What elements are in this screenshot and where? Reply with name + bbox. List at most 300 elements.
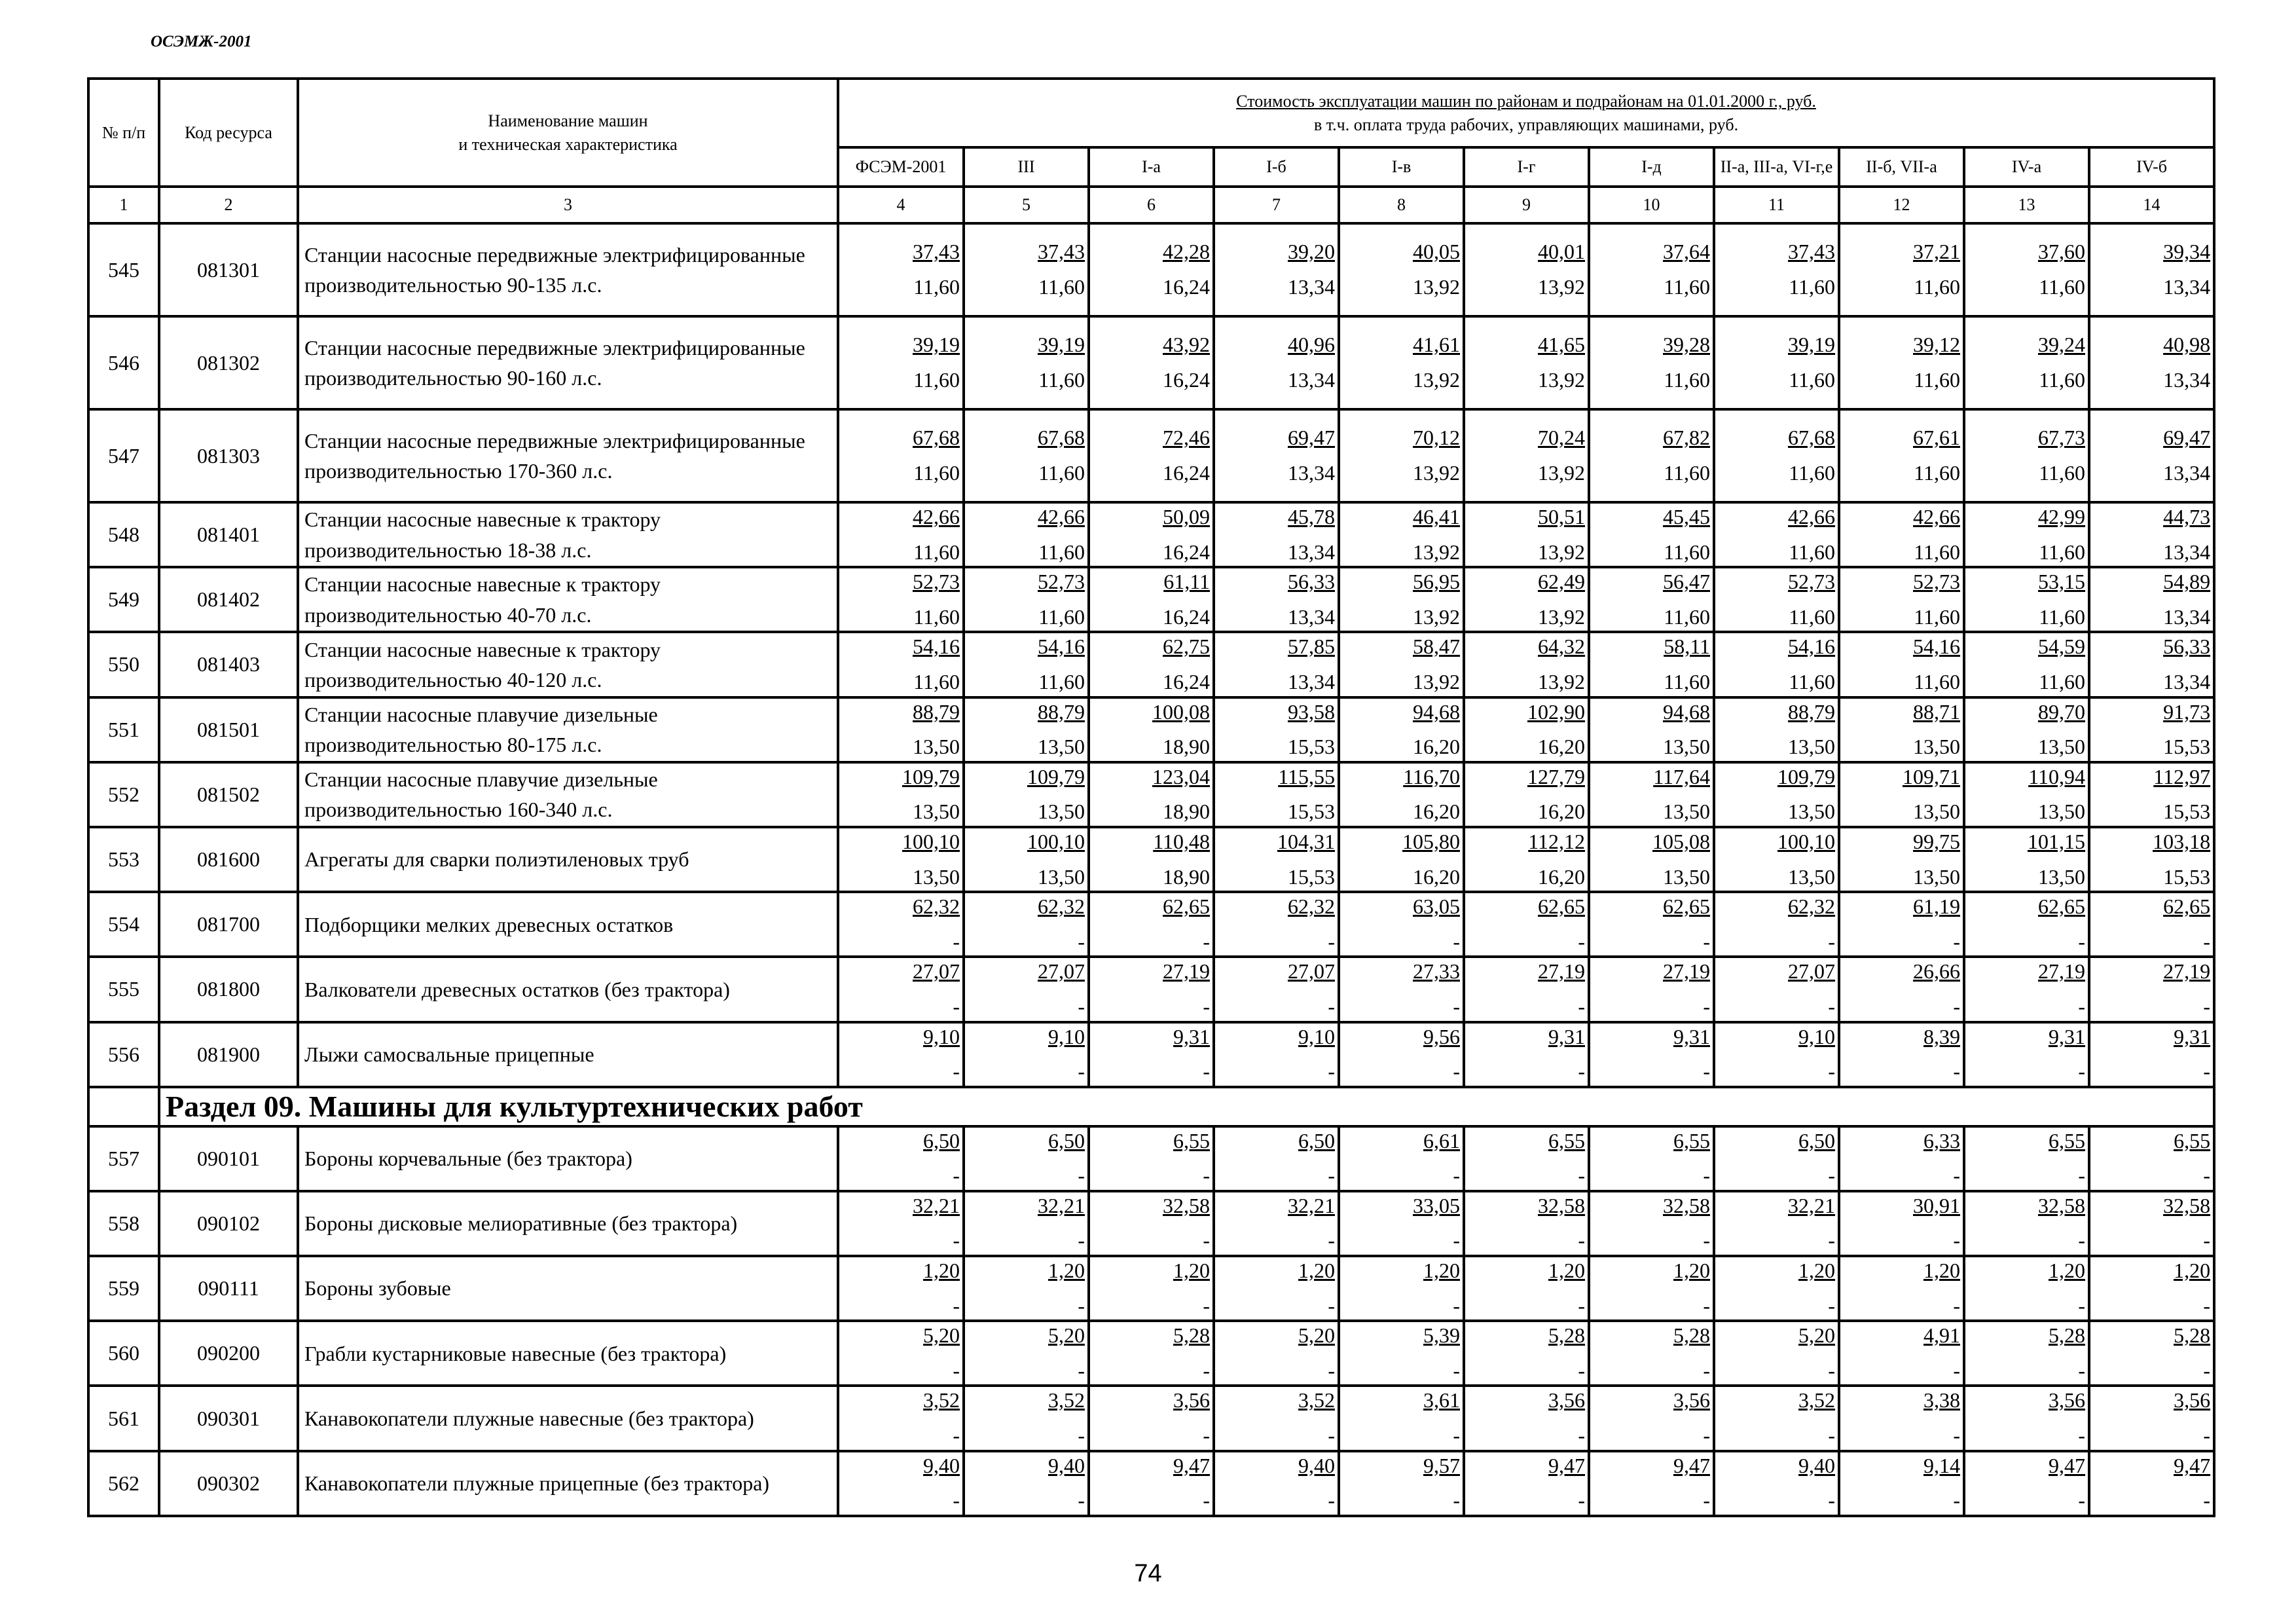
cost-cell <box>964 1451 1089 1516</box>
labor-cost: 13,50 <box>1788 800 1835 824</box>
labor-cost: 11,60 <box>1038 368 1085 392</box>
operating-cost: 5,28 <box>2174 1323 2211 1348</box>
table-body-section-09 <box>88 1126 2214 1516</box>
column-number-cell: 7 <box>1214 187 1339 223</box>
cost-cell <box>1339 409 1464 502</box>
row-number: 557 <box>88 1126 159 1191</box>
labor-cost: - <box>1953 994 1960 1018</box>
labor-cost: - <box>2203 1060 2211 1084</box>
document-code: ОСЭМЖ-2001 <box>151 33 252 50</box>
cost-cell <box>1214 502 1339 567</box>
operating-cost: 3,56 <box>2049 1388 2085 1412</box>
labor-cost: - <box>1328 994 1335 1018</box>
labor-cost: 13,50 <box>1663 864 1710 889</box>
labor-cost: 11,60 <box>1789 275 1835 299</box>
labor-cost: - <box>1953 1358 1960 1382</box>
operating-cost: 112,12 <box>1528 829 1585 853</box>
operating-cost: 27,07 <box>1288 959 1335 984</box>
cost-cell <box>1964 1256 2089 1321</box>
operating-cost: 42,66 <box>1788 505 1835 528</box>
labor-cost: 13,50 <box>913 735 960 759</box>
cost-cell <box>1464 1191 1589 1256</box>
operating-cost: 100,08 <box>1152 699 1210 724</box>
labor-cost: - <box>1078 1228 1085 1253</box>
cost-cell <box>1214 1256 1339 1321</box>
operating-cost: 100,10 <box>902 829 960 853</box>
labor-cost: 11,60 <box>1038 461 1085 485</box>
table-row <box>88 1451 2214 1516</box>
resource-code: 090301 <box>159 1386 298 1450</box>
column-number-cell: 14 <box>2089 187 2214 223</box>
cost-cell <box>2089 502 2214 567</box>
labor-cost: 11,60 <box>2039 461 2085 485</box>
labor-cost: - <box>1953 1424 1960 1448</box>
labor-cost: 13,34 <box>1288 604 1335 629</box>
row-number: 562 <box>88 1451 159 1516</box>
labor-cost: 11,60 <box>2039 669 2085 693</box>
cost-cell <box>964 1022 1089 1087</box>
cost-cell <box>1964 957 2089 1022</box>
labor-cost: - <box>1828 1228 1835 1253</box>
column-number-row <box>88 187 2214 223</box>
labor-cost: - <box>2203 1358 2211 1382</box>
cost-cell <box>1714 892 1839 957</box>
cost-cell <box>964 1321 1089 1386</box>
operating-cost: 56,33 <box>2163 635 2211 659</box>
resource-code: 081403 <box>159 632 298 697</box>
labor-cost: 11,60 <box>1914 275 1960 299</box>
labor-cost: - <box>1453 1164 1460 1188</box>
row-number: 552 <box>88 762 159 827</box>
operating-cost: 62,65 <box>2038 895 2085 919</box>
cost-cell <box>1589 957 1714 1022</box>
operating-cost: 1,20 <box>1673 1259 1710 1283</box>
labor-cost: 11,60 <box>1038 540 1085 564</box>
labor-cost: 16,20 <box>1413 735 1460 759</box>
labor-cost: 13,34 <box>2163 461 2211 485</box>
labor-cost: 13,92 <box>1538 461 1585 485</box>
labor-cost: 18,90 <box>1163 864 1210 889</box>
resource-code: 081600 <box>159 827 298 892</box>
cost-cell <box>1339 1022 1464 1087</box>
labor-cost: - <box>953 994 960 1018</box>
cost-cell <box>1214 1191 1339 1256</box>
operating-cost: 109,79 <box>1027 764 1085 788</box>
operating-cost: 9,14 <box>1923 1453 1960 1477</box>
cost-cell <box>1214 567 1339 632</box>
labor-cost: - <box>1328 1228 1335 1253</box>
col-header-name-line2: и техническая характеристика <box>458 134 678 154</box>
cost-cell <box>2089 1126 2214 1191</box>
operating-cost: 61,19 <box>1913 895 1960 919</box>
row-number: 561 <box>88 1386 159 1450</box>
labor-cost: - <box>1578 1424 1585 1448</box>
operating-cost: 6,55 <box>1548 1128 1585 1153</box>
cost-cell <box>1464 1126 1589 1191</box>
operating-cost: 103,18 <box>2153 829 2211 853</box>
operating-cost: 27,19 <box>1538 959 1585 984</box>
labor-cost: - <box>1828 1293 1835 1318</box>
cost-cell <box>1964 1386 2089 1450</box>
cost-cell <box>1714 223 1839 316</box>
labor-cost: 16,24 <box>1163 275 1210 299</box>
cost-cell <box>1089 1451 1214 1516</box>
labor-cost: - <box>1453 929 1460 953</box>
operating-cost: 37,43 <box>1788 240 1835 264</box>
labor-cost: - <box>2078 1293 2085 1318</box>
cost-cell <box>1839 762 1964 827</box>
cost-cell <box>1839 892 1964 957</box>
labor-cost: - <box>1078 1424 1085 1448</box>
operating-cost: 109,79 <box>1777 764 1835 788</box>
operating-cost: 46,41 <box>1413 505 1460 528</box>
cost-cell <box>1089 316 1214 409</box>
cost-cell <box>1839 1256 1964 1321</box>
operating-cost: 45,78 <box>1288 505 1335 528</box>
cost-cell <box>1214 1386 1339 1450</box>
cost-cell <box>1214 697 1339 762</box>
operating-cost: 9,47 <box>2049 1453 2085 1477</box>
labor-cost: - <box>1578 929 1585 953</box>
operating-cost: 1,20 <box>2049 1259 2085 1283</box>
machine-name: Станции насосные передвижные электрифицированные производительностью 170-360 л.с. <box>298 409 838 502</box>
machine-name: Канавокопатели плужные прицепные (без трактора) <box>298 1451 838 1516</box>
cost-cell <box>1589 567 1714 632</box>
operating-cost: 61,11 <box>1163 570 1210 594</box>
labor-cost: 13,92 <box>1413 461 1460 485</box>
table-row <box>88 697 2214 762</box>
labor-cost: - <box>2203 1293 2211 1318</box>
operating-cost: 3,56 <box>1673 1388 1710 1412</box>
labor-cost: - <box>953 1488 960 1513</box>
operating-cost: 62,65 <box>1663 895 1710 919</box>
labor-cost: - <box>1703 929 1710 953</box>
cost-cell <box>1464 1256 1589 1321</box>
operating-cost: 3,52 <box>1298 1388 1335 1412</box>
cost-cell <box>1089 697 1214 762</box>
operating-cost: 62,65 <box>1538 895 1585 919</box>
operating-cost: 94,68 <box>1413 699 1460 724</box>
operating-cost: 27,19 <box>2038 959 2085 984</box>
labor-cost: 13,92 <box>1413 604 1460 629</box>
operating-cost: 67,73 <box>2038 426 2085 450</box>
labor-cost: - <box>1828 1060 1835 1084</box>
operating-cost: 52,73 <box>1038 570 1085 594</box>
labor-cost: 13,50 <box>913 800 960 824</box>
operating-cost: 5,39 <box>1423 1323 1460 1348</box>
cost-cell <box>1589 316 1714 409</box>
cost-cell <box>2089 223 2214 316</box>
operating-cost: 32,58 <box>1663 1193 1710 1217</box>
cost-cell <box>1089 632 1214 697</box>
operating-cost: 37,43 <box>1038 240 1085 264</box>
table-row <box>88 502 2214 567</box>
operating-cost: 54,16 <box>913 635 960 659</box>
cost-cell <box>964 316 1089 409</box>
cost-cell <box>1964 762 2089 827</box>
operating-cost: 5,20 <box>1798 1323 1835 1348</box>
operating-cost: 67,68 <box>1038 426 1085 450</box>
labor-cost: 13,34 <box>2163 275 2211 299</box>
operating-cost: 117,64 <box>1653 764 1710 788</box>
labor-cost: 13,92 <box>1413 669 1460 693</box>
labor-cost: - <box>1203 1228 1210 1253</box>
operating-cost: 58,47 <box>1413 635 1460 659</box>
section-09-header <box>88 1087 2214 1126</box>
operating-cost: 1,20 <box>1173 1259 1210 1283</box>
labor-cost: 15,53 <box>1288 735 1335 759</box>
cost-cell <box>1339 567 1464 632</box>
resource-code: 090101 <box>159 1126 298 1191</box>
operating-cost: 1,20 <box>1048 1259 1085 1283</box>
machine-cost-table <box>87 77 2215 1517</box>
operating-cost: 37,43 <box>913 240 960 264</box>
operating-cost: 9,47 <box>1173 1453 1210 1477</box>
labor-cost: - <box>1078 929 1085 953</box>
column-number-cell: 11 <box>1714 187 1839 223</box>
cost-cell <box>1589 409 1714 502</box>
labor-cost: 15,53 <box>1288 864 1335 889</box>
labor-cost: - <box>1203 1358 1210 1382</box>
cost-cell <box>1089 762 1214 827</box>
operating-cost: 6,55 <box>2174 1128 2211 1153</box>
labor-cost: - <box>1203 1293 1210 1318</box>
labor-cost: - <box>2078 1488 2085 1513</box>
operating-cost: 26,66 <box>1913 959 1960 984</box>
cost-cell <box>1339 1451 1464 1516</box>
machine-name: Агрегаты для сварки полиэтиленовых труб <box>298 827 838 892</box>
operating-cost: 6,55 <box>2049 1128 2085 1153</box>
operating-cost: 54,16 <box>1038 635 1085 659</box>
labor-cost: - <box>1828 1164 1835 1188</box>
labor-cost: 13,34 <box>2163 604 2211 629</box>
cost-cell <box>1839 1022 1964 1087</box>
cost-cell <box>1589 1386 1714 1450</box>
labor-cost: 11,60 <box>1914 461 1960 485</box>
page-number: 74 <box>1134 1560 1162 1587</box>
cost-cell <box>1839 1451 1964 1516</box>
cost-cell <box>1964 632 2089 697</box>
col-header-code: Код ресурса <box>159 79 298 187</box>
labor-cost: - <box>953 1164 960 1188</box>
cost-cell <box>1964 316 2089 409</box>
table-row <box>88 1191 2214 1256</box>
labor-cost: 13,34 <box>1288 540 1335 564</box>
cost-cell <box>1589 1022 1714 1087</box>
table-row <box>88 827 2214 892</box>
section-title: Раздел 09. Машины для культуртехнических работ <box>159 1087 2214 1126</box>
cost-cell <box>1839 632 1964 697</box>
operating-cost: 93,58 <box>1288 699 1335 724</box>
operating-cost: 89,70 <box>2038 699 2085 724</box>
cost-cell <box>838 762 964 827</box>
operating-cost: 70,12 <box>1413 426 1460 450</box>
labor-cost: 13,50 <box>1663 800 1710 824</box>
resource-code: 081302 <box>159 316 298 409</box>
labor-cost: 13,50 <box>1913 735 1960 759</box>
cost-cell <box>2089 1386 2214 1450</box>
cost-cell <box>2089 957 2214 1022</box>
row-number: 550 <box>88 632 159 697</box>
cost-cell <box>1464 762 1589 827</box>
cost-cell <box>1839 316 1964 409</box>
cost-cell <box>1589 697 1714 762</box>
cost-cell <box>1339 957 1464 1022</box>
operating-cost: 6,50 <box>1048 1128 1085 1153</box>
cost-cell <box>1464 409 1589 502</box>
cost-cell <box>1714 1256 1839 1321</box>
cost-cell <box>1464 1321 1589 1386</box>
cost-cell <box>1089 827 1214 892</box>
operating-cost: 56,47 <box>1663 570 1710 594</box>
table-row <box>88 632 2214 697</box>
operating-cost: 88,71 <box>1913 699 1960 724</box>
cost-cell <box>1339 316 1464 409</box>
operating-cost: 123,04 <box>1152 764 1210 788</box>
cost-cell <box>1714 632 1839 697</box>
cost-cell <box>838 316 964 409</box>
operating-cost: 67,68 <box>913 426 960 450</box>
labor-cost: 11,60 <box>1789 540 1835 564</box>
operating-cost: 62,32 <box>1788 895 1835 919</box>
cost-cell <box>1714 409 1839 502</box>
labor-cost: - <box>1953 1164 1960 1188</box>
table-row <box>88 1126 2214 1191</box>
operating-cost: 110,48 <box>1153 829 1210 853</box>
region-header-cell: IV-б <box>2089 147 2214 187</box>
col-header-name-line1: Наименование машин <box>488 111 648 131</box>
table-row <box>88 957 2214 1022</box>
cost-cell <box>964 502 1089 567</box>
operating-cost: 27,33 <box>1413 959 1460 984</box>
operating-cost: 99,75 <box>1913 829 1960 853</box>
row-number: 554 <box>88 892 159 957</box>
machine-name: Грабли кустарниковые навесные (без трактора) <box>298 1321 838 1386</box>
cost-cell <box>964 567 1089 632</box>
operating-cost: 5,20 <box>1298 1323 1335 1348</box>
operating-cost: 9,57 <box>1423 1453 1460 1477</box>
cost-cell <box>1214 1451 1339 1516</box>
operating-cost: 9,10 <box>1798 1024 1835 1048</box>
operating-cost: 27,19 <box>2163 959 2211 984</box>
operating-cost: 9,10 <box>1048 1024 1085 1048</box>
cost-cell <box>1589 632 1714 697</box>
operating-cost: 9,47 <box>1548 1453 1585 1477</box>
operating-cost: 9,40 <box>1298 1453 1335 1477</box>
cost-cell <box>838 409 964 502</box>
row-number: 555 <box>88 957 159 1022</box>
operating-cost: 33,05 <box>1413 1193 1460 1217</box>
labor-cost: - <box>1828 1358 1835 1382</box>
labor-cost: 16,20 <box>1413 800 1460 824</box>
labor-cost: 13,50 <box>1788 735 1835 759</box>
operating-cost: 5,28 <box>2049 1323 2085 1348</box>
row-number: 553 <box>88 827 159 892</box>
operating-cost: 69,47 <box>1288 426 1335 450</box>
operating-cost: 57,85 <box>1288 635 1335 659</box>
labor-cost: 11,60 <box>1914 604 1960 629</box>
column-number-cell: 1 <box>88 187 159 223</box>
operating-cost: 9,40 <box>923 1453 960 1477</box>
operating-cost: 6,50 <box>1298 1128 1335 1153</box>
operating-cost: 3,52 <box>1798 1388 1835 1412</box>
operating-cost: 64,32 <box>1538 635 1585 659</box>
cost-cell <box>1964 223 2089 316</box>
operating-cost: 105,08 <box>1652 829 1710 853</box>
cost-cell <box>1964 1321 2089 1386</box>
operating-cost: 32,21 <box>1038 1193 1085 1217</box>
cost-cell <box>964 762 1089 827</box>
labor-cost: - <box>953 1424 960 1448</box>
operating-cost: 43,92 <box>1163 333 1210 357</box>
labor-cost: 11,60 <box>913 669 960 693</box>
region-header-cell: I-а <box>1089 147 1214 187</box>
operating-cost: 62,65 <box>2163 895 2211 919</box>
labor-cost: - <box>1703 1060 1710 1084</box>
labor-cost: - <box>2203 1164 2211 1188</box>
column-number-cell: 9 <box>1464 187 1589 223</box>
cost-cell <box>1089 1386 1214 1450</box>
operating-cost: 1,20 <box>2174 1259 2211 1283</box>
cost-cell <box>838 1022 964 1087</box>
cost-cell <box>838 567 964 632</box>
region-header-cell: I-г <box>1464 147 1589 187</box>
cost-cell <box>1964 1022 2089 1087</box>
cost-cell <box>1089 223 1214 316</box>
cost-cell <box>1339 502 1464 567</box>
labor-cost: - <box>1703 1358 1710 1382</box>
cost-cell <box>1464 1451 1589 1516</box>
labor-cost: 13,34 <box>1288 461 1335 485</box>
table-row <box>88 1256 2214 1321</box>
labor-cost: 15,53 <box>2163 864 2211 889</box>
labor-cost: - <box>1953 1293 1960 1318</box>
operating-cost: 27,07 <box>1038 959 1085 984</box>
cost-cell <box>1089 502 1214 567</box>
table-row <box>88 409 2214 502</box>
labor-cost: - <box>1203 994 1210 1018</box>
labor-cost: - <box>1578 1228 1585 1253</box>
machine-name: Станции насосные передвижные электрифицированные производительностью 90-160 л.с. <box>298 316 838 409</box>
resource-code: 090302 <box>159 1451 298 1516</box>
operating-cost: 88,79 <box>1038 699 1085 724</box>
labor-cost: - <box>1453 1488 1460 1513</box>
row-number: 548 <box>88 502 159 567</box>
operating-cost: 1,20 <box>1423 1259 1460 1283</box>
operating-cost: 39,19 <box>1788 333 1835 357</box>
column-number-cell: 3 <box>298 187 838 223</box>
operating-cost: 39,28 <box>1663 333 1710 357</box>
labor-cost: - <box>1578 994 1585 1018</box>
operating-cost: 6,50 <box>923 1128 960 1153</box>
operating-cost: 104,31 <box>1277 829 1335 853</box>
operating-cost: 37,60 <box>2038 240 2085 264</box>
table-row <box>88 316 2214 409</box>
labor-cost: - <box>1328 1358 1335 1382</box>
resource-code: 090200 <box>159 1321 298 1386</box>
labor-cost: - <box>953 1060 960 1084</box>
operating-cost: 67,82 <box>1663 426 1710 450</box>
labor-cost: - <box>1203 929 1210 953</box>
labor-cost: - <box>2078 929 2085 953</box>
cost-cell <box>1089 409 1214 502</box>
row-number: 560 <box>88 1321 159 1386</box>
resource-code: 081900 <box>159 1022 298 1087</box>
operating-cost: 3,56 <box>1173 1388 1210 1412</box>
col-header-name <box>298 79 838 187</box>
labor-cost: - <box>2203 929 2211 953</box>
operating-cost: 39,12 <box>1913 333 1960 357</box>
